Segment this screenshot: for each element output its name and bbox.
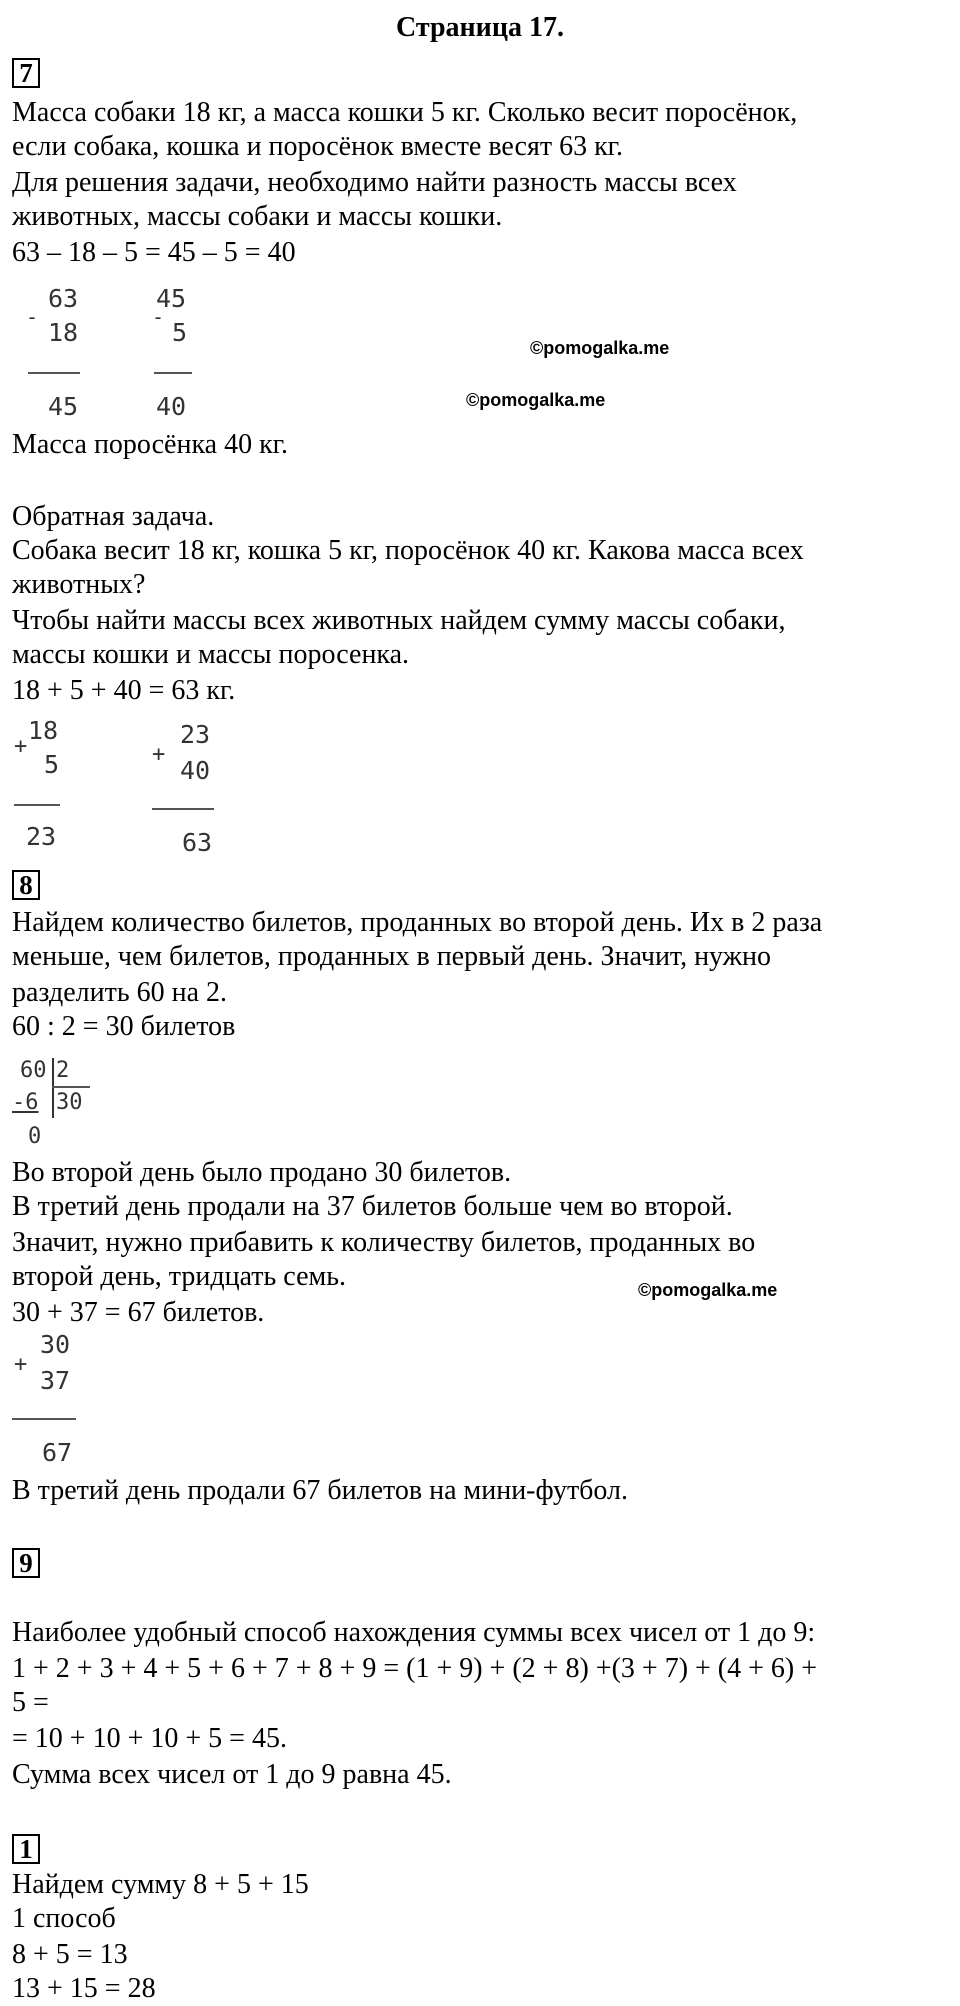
column-rule bbox=[28, 372, 80, 374]
inverse-line: Обратная задача. bbox=[12, 501, 215, 532]
column-result: 63 bbox=[182, 828, 213, 857]
column-operand: 40 bbox=[180, 756, 211, 785]
watermark: ©pomogalka.me bbox=[638, 1280, 778, 1300]
task7-line: животных, массы собаки и массы кошки. bbox=[12, 201, 503, 232]
column-operand: 18 bbox=[28, 716, 59, 745]
division-dividend: 60 bbox=[20, 1058, 47, 1083]
task7-line: если собака, кошка и поросёнок вместе весят 63 кг. bbox=[12, 131, 624, 162]
column-rule bbox=[14, 804, 60, 806]
task8-equation: 30 + 37 = 67 билетов. bbox=[12, 1297, 265, 1328]
division-bar bbox=[52, 1058, 54, 1118]
column-operand: 5 bbox=[44, 750, 60, 779]
division-remainder: 0 bbox=[28, 1124, 42, 1149]
watermark: ©pomogalka.me bbox=[466, 390, 606, 410]
division-divisor: 2 bbox=[56, 1058, 70, 1083]
task9-line: 1 + 2 + 3 + 4 + 5 + 6 + 7 + 8 + 9 = (1 + 9) + (2 + 8) +(3 + 7) + (4 + 6) + bbox=[12, 1653, 818, 1684]
column-operand: 18 bbox=[48, 318, 79, 347]
column-operand: 23 bbox=[180, 720, 211, 749]
task8-line: второй день, тридцать семь. bbox=[12, 1261, 346, 1292]
task-number-9: 9 bbox=[12, 1548, 40, 1578]
task8-line: В третий день продали на 37 билетов больше чем во второй. bbox=[12, 1191, 733, 1222]
task-number-1: 1 bbox=[12, 1834, 40, 1864]
inverse-line: массы кошки и массы поросенка. bbox=[12, 639, 410, 670]
division-subtrahend: -6 bbox=[12, 1090, 39, 1115]
column-operand: 63 bbox=[48, 284, 79, 313]
column-result: 45 bbox=[48, 392, 79, 421]
inverse-line: животных? bbox=[12, 569, 146, 600]
task9-line: 5 = bbox=[12, 1687, 49, 1718]
task8-line: разделить 60 на 2. bbox=[12, 977, 228, 1008]
column-op-sign: + bbox=[14, 734, 28, 759]
column-op-sign: - bbox=[152, 305, 165, 329]
column-op-sign: + bbox=[152, 742, 166, 767]
column-rule bbox=[154, 372, 192, 374]
page-title: Страница 17. bbox=[396, 12, 564, 43]
task-number-8: 8 bbox=[12, 870, 40, 900]
task1-line: 13 + 15 = 28 bbox=[12, 1973, 156, 2004]
inverse-line: Чтобы найти массы всех животных найдем сумму массы собаки, bbox=[12, 605, 786, 636]
task7-line: Масса собаки 18 кг, а масса кошки 5 кг. Сколько весит поросёнок, bbox=[12, 97, 798, 128]
column-operand: 45 bbox=[156, 284, 187, 313]
task8-equation: 60 : 2 = 30 билетов bbox=[12, 1011, 236, 1042]
column-rule bbox=[12, 1418, 76, 1420]
column-operand: 5 bbox=[172, 318, 188, 347]
task8-answer: В третий день продали 67 билетов на мини-футбол. bbox=[12, 1475, 629, 1506]
task9-line: = 10 + 10 + 10 + 5 = 45. bbox=[12, 1723, 287, 1754]
column-op-sign: + bbox=[14, 1352, 28, 1377]
column-result: 23 bbox=[26, 822, 57, 851]
column-operand: 30 bbox=[40, 1330, 71, 1359]
task-number-7: 7 bbox=[12, 58, 40, 88]
task7-line: Для решения задачи, необходимо найти разность массы всех bbox=[12, 167, 737, 198]
task9-line: Наиболее удобный способ нахождения суммы всех чисел от 1 до 9: bbox=[12, 1617, 816, 1648]
inverse-line: Собака весит 18 кг, кошка 5 кг, поросёнок 40 кг. Какова масса всех bbox=[12, 535, 804, 566]
column-rule bbox=[152, 808, 214, 810]
division-quotient: 30 bbox=[56, 1090, 83, 1115]
task7-answer: Масса поросёнка 40 кг. bbox=[12, 429, 289, 460]
column-operand: 37 bbox=[40, 1366, 71, 1395]
inverse-equation: 18 + 5 + 40 = 63 кг. bbox=[12, 675, 236, 706]
task7-equation: 63 – 18 – 5 = 45 – 5 = 40 bbox=[12, 237, 296, 268]
task1-line: Найдем сумму 8 + 5 + 15 bbox=[12, 1869, 309, 1900]
column-result: 67 bbox=[42, 1438, 73, 1467]
task8-line: меньше, чем билетов, проданных в первый день. Значит, нужно bbox=[12, 941, 772, 972]
task8-line: Найдем количество билетов, проданных во второй день. Их в 2 раза bbox=[12, 907, 823, 938]
task8-line: Во второй день было продано 30 билетов. bbox=[12, 1157, 512, 1188]
task1-line: 8 + 5 = 13 bbox=[12, 1939, 128, 1970]
task9-line: Сумма всех чисел от 1 до 9 равна 45. bbox=[12, 1759, 452, 1790]
task8-line: Значит, нужно прибавить к количеству билетов, проданных во bbox=[12, 1227, 756, 1258]
column-op-sign: - bbox=[26, 305, 39, 329]
column-result: 40 bbox=[156, 392, 187, 421]
task1-line: 1 способ bbox=[12, 1903, 116, 1934]
watermark: ©pomogalka.me bbox=[530, 338, 670, 358]
